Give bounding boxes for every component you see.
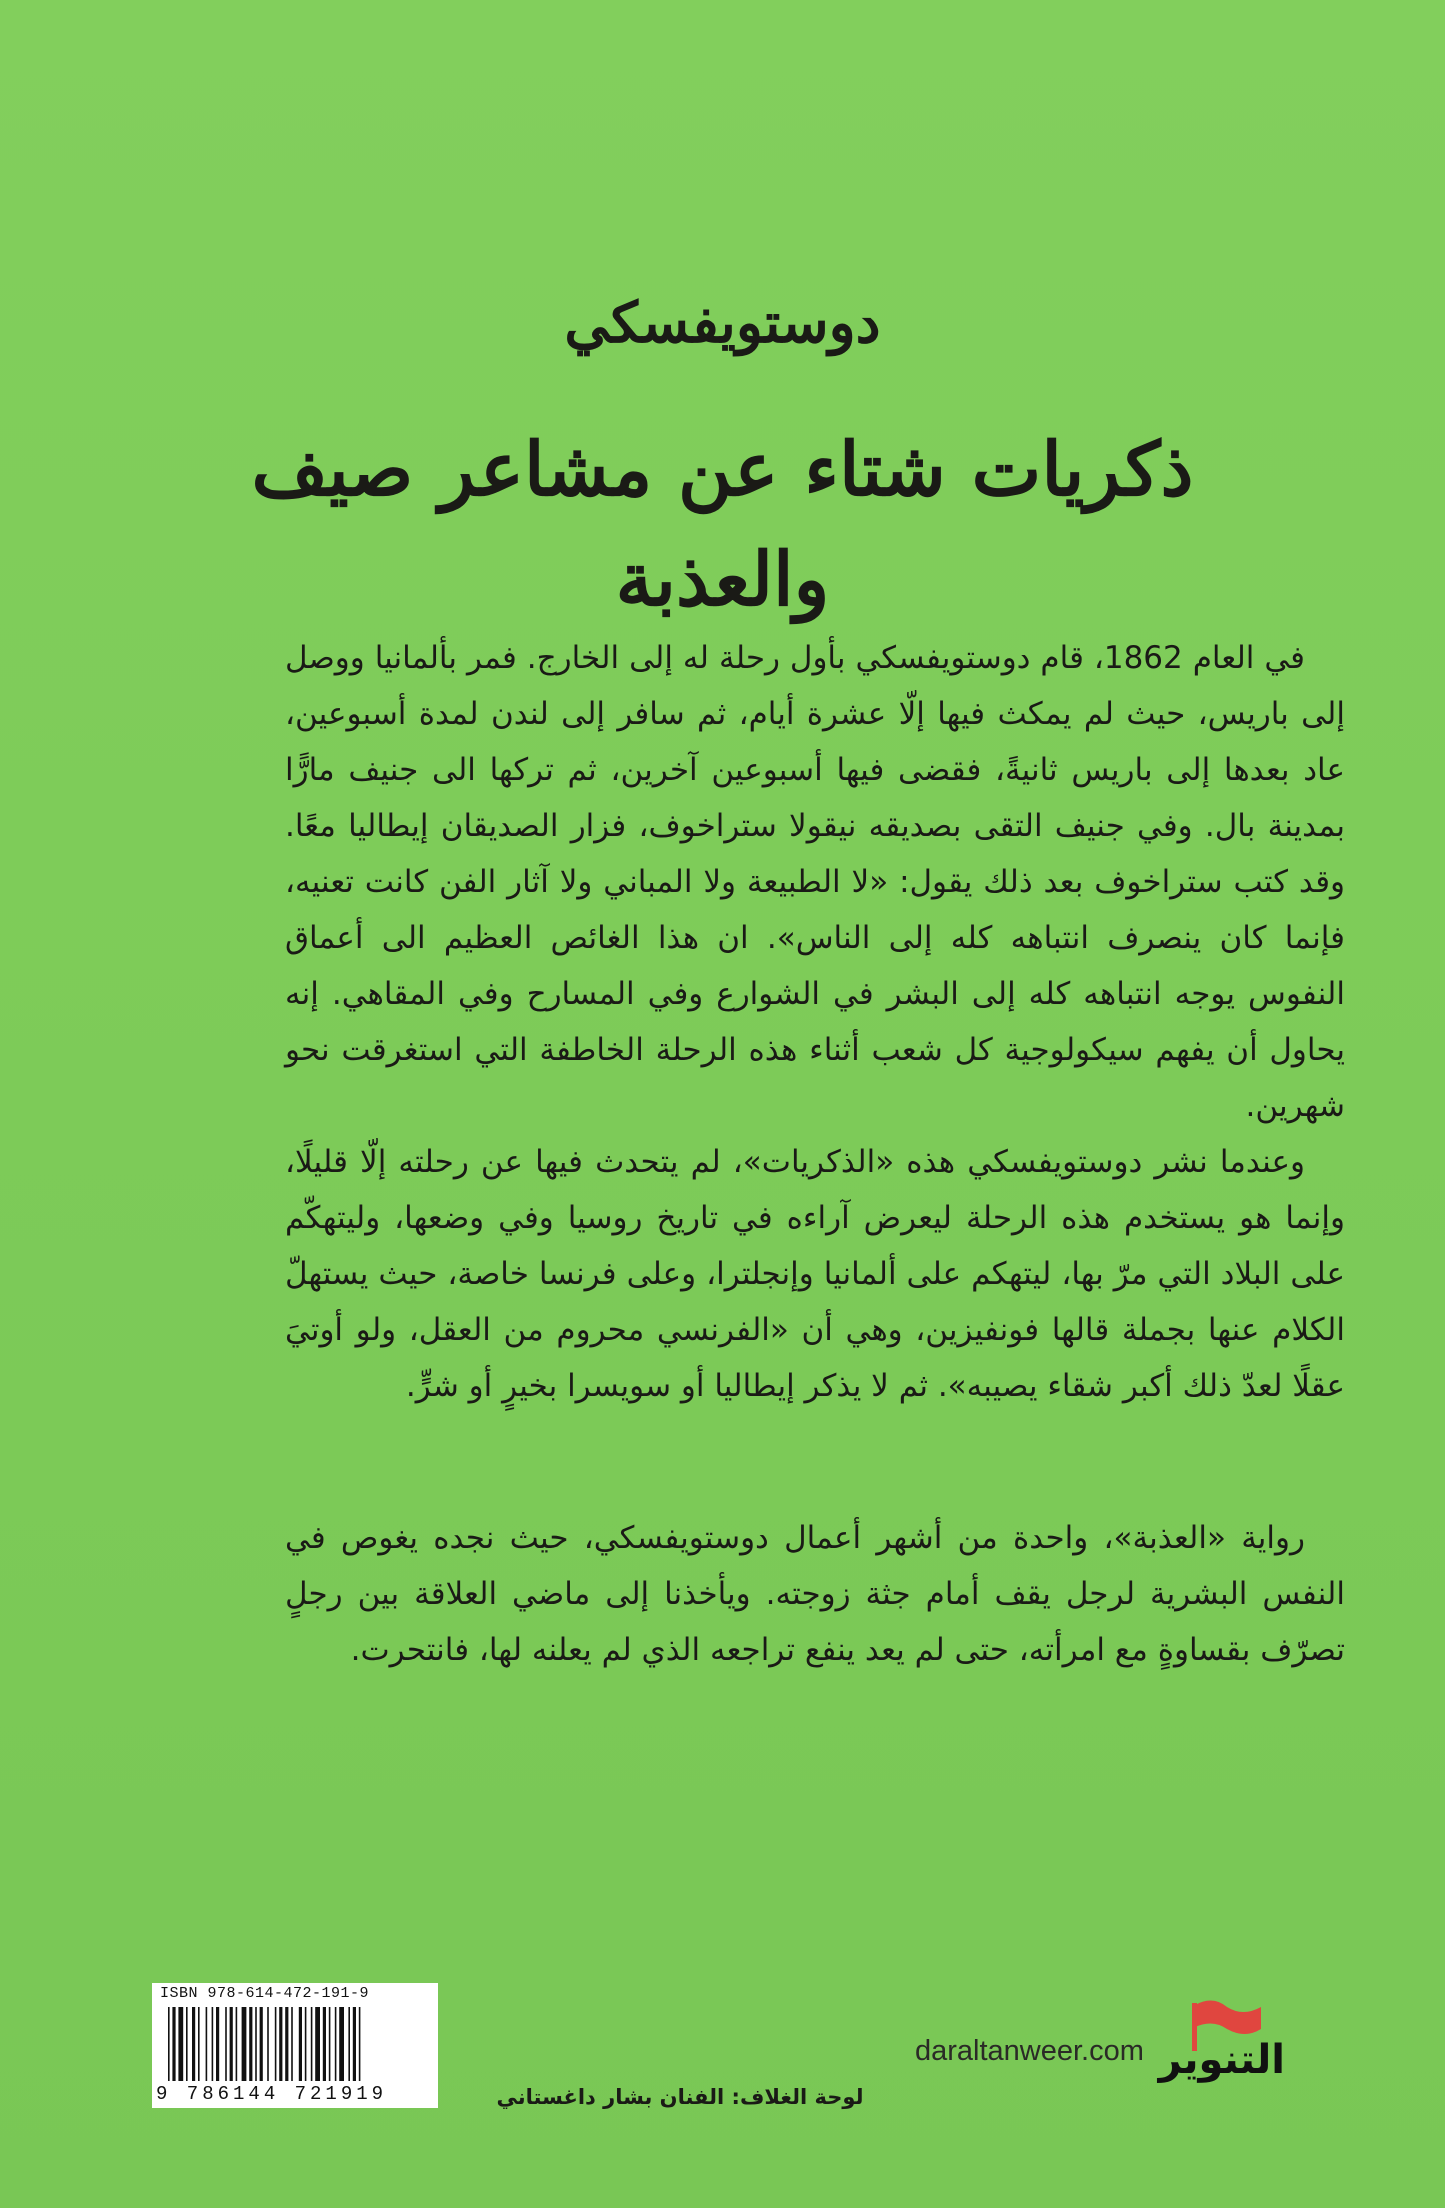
- barcode-bar: [249, 2007, 252, 2081]
- barcode-bar: [206, 2007, 208, 2081]
- blurb-section-memories: [285, 630, 1345, 1414]
- barcode-bar: [323, 2007, 326, 2081]
- barcode-digits: 9 786144 721919: [156, 2083, 388, 2105]
- blurb-paragraph-3: رواية «العذبة»، واحدة من أشهر أعمال دوستويفسكي، حيث نجده يغوص في النفس البشرية لرجل يقف أمام جثة زوجته. ويأخذنا إلى ماضي العلاقة بين رجلٍ تصرّف بقساوةٍ مع امرأته، حتى لم يعد ينفع تراجعه الذي لم يعلنه لها، فانتحرت.: [285, 1520, 1345, 1668]
- barcode-bar: [230, 2007, 233, 2081]
- barcode-bar: [339, 2007, 344, 2081]
- barcode-bar: [242, 2007, 247, 2081]
- barcode-bars: [166, 2007, 424, 2081]
- barcode-bar: [216, 2007, 219, 2081]
- book-title-line-2: والعذبة: [615, 537, 830, 623]
- barcode-bar: [178, 2007, 183, 2081]
- barcode-bar: [186, 2007, 188, 2081]
- publisher-logo-text: التنوير: [1158, 2037, 1285, 2083]
- blurb-section-gentle: [285, 1510, 1345, 1678]
- cover-art-credit: لوحة الغلاف: الفنان بشار داغستاني: [496, 2085, 864, 2109]
- barcode-bar: [329, 2007, 331, 2081]
- book-title-line-1: ذكريات شتاء عن مشاعر صيف: [251, 427, 1194, 513]
- barcode-bar: [172, 2007, 175, 2081]
- barcode-bar: [225, 2007, 227, 2081]
- isbn-label: ISBN 978-614-472-191-9: [160, 1985, 370, 2002]
- barcode-bar: [311, 2007, 313, 2081]
- publisher-logo: [1158, 1995, 1285, 2115]
- barcode-bar: [267, 2007, 269, 2081]
- barcode-bar: [348, 2007, 350, 2081]
- barcode-bar: [353, 2007, 356, 2081]
- author-name: دوستويفسكي: [564, 290, 881, 356]
- blurb-paragraph-1: في العام 1862، قام دوستويفسكي بأول رحلة له إلى الخارج. فمر بألمانيا ووصل إلى باريس، حيث لم يمكث فيها إلّا عشرة أيام، ثم سافر إلى لندن لمدة أسبوعين، عاد بعدها إلى باريس ثانيةً، فقضى فيها أسبوعين آخرين، ثم تركها الى جنيف مارًّا بمدينة بال. وفي جنيف التقى بصديقه نيقولا ستراخوف، فزار الصديقان إيطاليا معًا. وقد كتب ستراخوف بعد ذلك يقول: «لا الطبيعة ولا المباني ولا آثار الفن كانت تعنيه، فإنما كان ينصرف انتباهه كله إلى الناس». ان هذا الغائص العظيم الى أعماق النفوس يوجه انتباهه كله إلى البشر في الشوارع وفي المسارح وفي المقاهي. إنه يحاول أن يفهم سيكولوجية كل شعب أثناء هذه الرحلة الخاطفة التي استغرقت نحو شهرين.: [285, 640, 1345, 1124]
- barcode-bar: [315, 2007, 320, 2081]
- barcode-bar: [198, 2007, 200, 2081]
- barcode-bar: [299, 2007, 302, 2081]
- barcode-bar: [275, 2007, 277, 2081]
- barcode-bar: [359, 2007, 361, 2081]
- book-title: [0, 415, 1445, 635]
- barcode-bar: [168, 2007, 170, 2081]
- barcode-bar: [279, 2007, 282, 2081]
- barcode-bar: [192, 2007, 195, 2081]
- barcode-bar: [285, 2007, 288, 2081]
- barcode-bar: [305, 2007, 307, 2081]
- barcode-bar: [291, 2007, 293, 2081]
- publisher-website[interactable]: daraltanweer.com: [915, 2035, 1144, 2067]
- isbn-barcode: [152, 1983, 438, 2108]
- barcode-bar: [255, 2007, 257, 2081]
- barcode-bar: [236, 2007, 238, 2081]
- barcode-bar: [260, 2007, 263, 2081]
- barcode-bar: [212, 2007, 214, 2081]
- barcode-bar: [335, 2007, 337, 2081]
- blurb-paragraph-2: وعندما نشر دوستويفسكي هذه «الذكريات»، لم يتحدث فيها عن رحلته إلّا قليلًا، وإنما هو يستخدم هذه الرحلة ليعرض آراءه في تاريخ روسيا وفي وضعها، وليتهكّم على البلاد التي مرّ بها، ليتهكم على ألمانيا وإنجلترا، وعلى فرنسا خاصة، حيث يستهلّ الكلام عنها بجملة قالها فونفيزين، وهي أن «الفرنسي محروم من العقل، ولو أوتيَ عقلًا لعدّ ذلك أكبر شقاء يصيبه». ثم لا يذكر إيطاليا أو سويسرا بخيرٍ أو شرٍّ.: [285, 1144, 1345, 1404]
